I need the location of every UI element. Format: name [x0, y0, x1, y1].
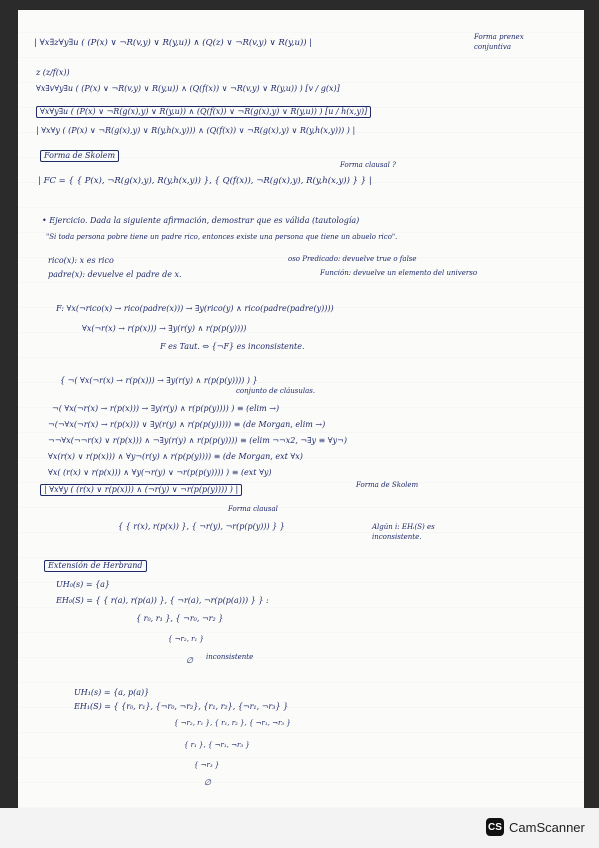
- eh1-resolvent-3: { ¬r₃ }: [194, 761, 220, 769]
- clausal-result-label: Forma clausal: [228, 505, 278, 513]
- skolem-step-1: ∀x∃v∀y∃u ( (P(x) ∨ ¬R(v,y) ∨ R(y,u)) ∧ (Q(f(x)) ∨ ¬R(v,y) ∨ R(y,u)) ) [v / g(x)]: [36, 84, 340, 93]
- empty-clause-1: ∅: [204, 778, 211, 787]
- herbrand-title: Extensión de Herbrand: [44, 560, 147, 572]
- eh0-clauses: { r₀, r₁ }, { ¬r₀, ¬r₂ }: [136, 614, 224, 623]
- camscanner-brand: CamScanner: [509, 819, 585, 835]
- substitution-z: z (z/f(x)): [36, 68, 70, 77]
- derivation-3: ¬¬∀x(¬¬r(x) ∨ r(p(x))) ∧ ¬∃y(r(y) ∧ r(p(p(y)))) ≡ (elim ¬¬x2, ¬∃y ≡ ∀y¬): [48, 436, 347, 445]
- uh0: UH₀(s) = {a}: [56, 580, 111, 589]
- eh0-resolvent: { ¬r₂, r₁ }: [168, 635, 204, 643]
- herbrand-condition: Algún i: EHᵢ(S) es inconsistente.: [372, 523, 435, 541]
- exercise-title: • Ejercicio. Dada la siguiente afirmación, demostrar que es válida (tautología): [42, 216, 360, 225]
- formula-f-short: ∀x(¬r(x) → r(p(x))) → ∃y(r(y) ∧ r(p(p(y)))): [82, 324, 247, 333]
- eh1: EH₁(S) = { {r₀, r₁}, {¬r₀, ¬r₂}, {r₁, r₂}, {¬r₁, ¬r₃} }: [74, 702, 289, 711]
- derivation-4: ∀x(r(x) ∨ r(p(x))) ∧ ∀y¬(r(y) ∧ r(p(p(y)))) ≡ (de Morgan, ext ∀x): [48, 452, 303, 461]
- eh0: EH₀(S) = { { r(a), r(p(a)) }, { ¬r(a), ¬r(p(p(a))) } } :: [56, 596, 269, 605]
- clause-set-note: conjunto de cláusulas.: [236, 387, 316, 395]
- eh0-inconsistent: inconsistente: [206, 653, 254, 661]
- exercise-statement: "Si toda persona pobre tiene un padre rico, entonces existe una persona que tiene un abuelo rico".: [46, 233, 398, 241]
- clause-set: { { r(x), r(p(x)) }, { ¬r(y), ¬r(p(p(y))) } }: [118, 522, 285, 531]
- note-predicado: oso Predicado: devuelve true o false: [288, 255, 417, 263]
- taut-statement: F es Taut. ⇔ {¬F} es inconsistente.: [160, 342, 305, 351]
- prenex-note: Forma prenex conjuntiva: [474, 33, 524, 51]
- empty-clause-0: ∅: [186, 656, 193, 665]
- eh1-resolvent-2: { r₁ }, { ¬r₁, ¬r₃ }: [184, 741, 250, 749]
- camscanner-badge-icon: CS: [486, 818, 504, 836]
- derivation-2: ¬(¬∀x(¬r(x) → r(p(x))) ∨ ∃y(r(y) ∧ r(p(p(y))))) ≡ (de Morgan, elim →): [48, 420, 326, 429]
- note-funcion: Función: devuelve un elemento del universo: [320, 269, 478, 277]
- prenex-formula: | ∀x∃z∀y∃u ( (P(x) ∨ ¬R(v,y) ∨ R(y,u)) ∧ (Q(z) ∨ ¬R(v,y) ∨ R(y,u)) |: [34, 38, 313, 48]
- skolem-step-2: ∀x∀y∃u ( (P(x) ∨ ¬R(g(x),y) ∨ R(y,u)) ∧ (Q(f(x)) ∨ ¬R(g(x),y) ∨ R(y,u)) ) [u / h(x,y)]: [36, 106, 371, 118]
- def-rico: rico(x): x es rico: [48, 256, 114, 265]
- clausal-form-label: Forma clausal ?: [340, 161, 396, 169]
- eh1-resolvent-1: { ¬r₂, r₁ }, { r₁, r₂ }, { ¬r₁, ¬r₃ }: [174, 719, 291, 727]
- def-padre: padre(x): devuelve el padre de x.: [48, 270, 182, 279]
- skolem-result: | ∀x∀y ( (r(x) ∨ r(p(x))) ∧ (¬r(y) ∨ ¬r(p(p(y)))) ) |: [40, 484, 242, 496]
- skolem-label: Forma de Skolem: [40, 150, 119, 162]
- uh1: UH₁(s) = {a, p(a)}: [74, 688, 150, 697]
- formula-f: F: ∀x(¬rico(x) → rico(padre(x))) → ∃y(rico(y) ∧ rico(padre(padre(y)))): [56, 304, 334, 313]
- camscanner-logo: [486, 818, 585, 836]
- derivation-5: ∀x( (r(x) ∨ r(p(x))) ∧ ∀y(¬r(y) ∨ ¬r(p(p(y)))) ) ≡ (ext ∀y): [48, 468, 272, 477]
- derivation-1: ¬( ∀x(¬r(x) → r(p(x))) → ∃y(r(y) ∧ r(p(p(y)))) ) ≡ (elim →): [52, 404, 280, 413]
- clausal-form: | FC = { { P(x), ¬R(g(x),y), R(y,h(x,y)) }, { Q(f(x)), ¬R(g(x),y), R(y,h(x,y)) } } |: [38, 176, 372, 186]
- skolem-step-3: | ∀x∀y ( (P(x) ∨ ¬R(g(x),y) ∨ R(y,h(x,y))) ∧ (Q(f(x)) ∨ ¬R(g(x),y) ∨ R(y,h(x,y))) ) |: [36, 126, 356, 135]
- negated-set: { ¬( ∀x(¬r(x) → r(p(x))) → ∃y(r(y) ∧ r(p(p(y)))) ) }: [60, 376, 258, 385]
- skolem-result-label: Forma de Skolem: [356, 481, 419, 489]
